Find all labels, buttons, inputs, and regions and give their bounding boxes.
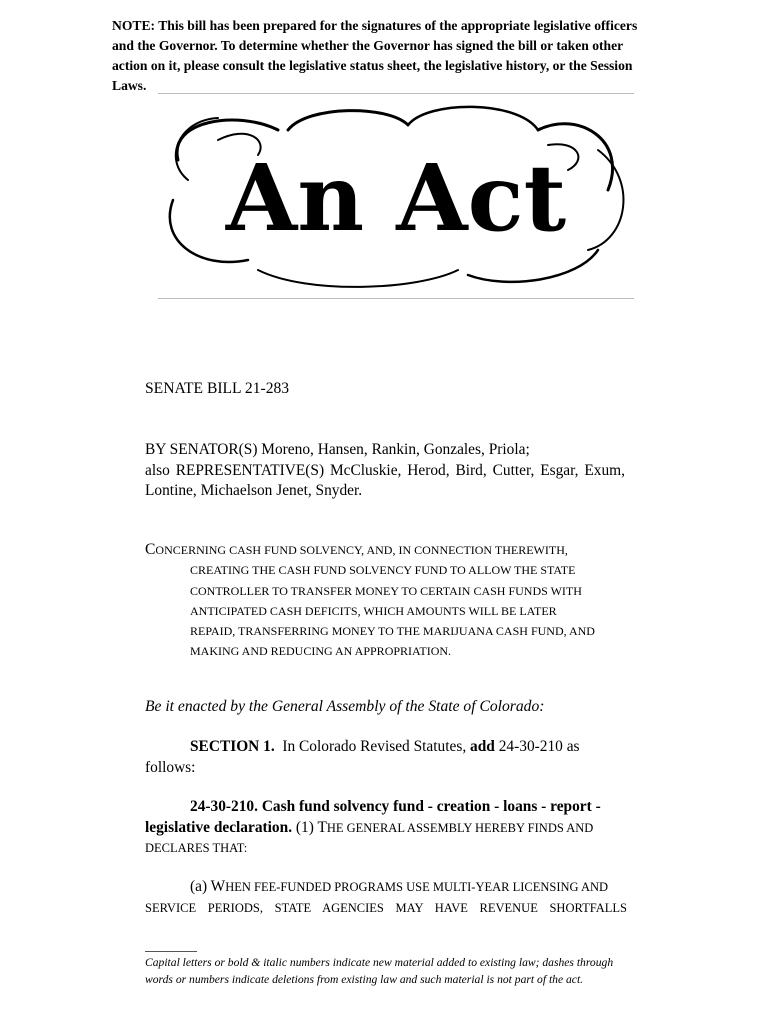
- section-1-text-a: In Colorado Revised Statutes,: [282, 738, 467, 755]
- concerning-line-1: [145, 540, 627, 560]
- paragraph-a-text-1: HEN FEE-FUNDED PROGRAMS USE MULTI-YEAR LICENSING AND: [225, 880, 609, 894]
- statute-heading: 24-30-210. Cash fund solvency fund - creation - loans - report -: [190, 798, 601, 815]
- paragraph-a-label: (a): [190, 878, 208, 895]
- concerning-line-1-text: ONCERNING CASH FUND SOLVENCY, AND, IN CONNECTION THEREWITH,: [155, 543, 568, 557]
- bottom-rule: [158, 298, 634, 299]
- sponsors-line-2: also REPRESENTATIVE(S) McCluskie, Herod, Bird, Cutter, Esgar, Exum,: [145, 461, 625, 479]
- section-1-line-2: follows:: [145, 758, 196, 776]
- paragraph-a-cap: W: [210, 878, 226, 895]
- paragraph-a: [145, 877, 627, 918]
- an-act-seal: [158, 100, 634, 295]
- statute-heading-2: legislative declaration.: [145, 818, 293, 836]
- statute-text-1: HE GENERAL ASSEMBLY HEREBY FINDS AND: [326, 820, 594, 835]
- concerning-drop-cap: C: [145, 541, 156, 558]
- concerning-line-4: ANTICIPATED CASH DEFICITS, WHICH AMOUNTS WILL BE LATER: [190, 603, 557, 618]
- statute-sub-1: (1): [295, 818, 314, 836]
- footnote-rule: [145, 951, 197, 952]
- section-1-line-1: [145, 737, 627, 758]
- section-1-add: add: [470, 738, 495, 755]
- seal-lettering: An Act: [225, 144, 567, 252]
- sponsors-line-3: Lontine, Michaelson Jenet, Snyder.: [145, 482, 363, 499]
- paragraph-a-line-2: SERVICE PERIODS, STATE AGENCIES MAY HAVE REVENUE SHORTFALLS: [145, 900, 627, 915]
- paragraph-a-line-1: [145, 877, 627, 898]
- top-rule: [158, 93, 634, 94]
- section-1-text-b: 24-30-210 as: [498, 738, 580, 755]
- statute-24-30-210: [145, 797, 627, 859]
- concerning-line-3: CONTROLLER TO TRANSFER MONEY TO CERTAIN CASH FUNDS WITH: [190, 583, 582, 598]
- sponsors-line-1: BY SENATOR(S) Moreno, Hansen, Rankin, Gonzales, Priola;: [145, 441, 530, 458]
- bill-number: SENATE BILL 21-283: [145, 380, 290, 397]
- concerning-line-2: CREATING THE CASH FUND SOLVENCY FUND TO ALLOW THE STATE: [190, 563, 576, 578]
- concerning-line-6: MAKING AND REDUCING AN APPROPRIATION.: [190, 644, 452, 659]
- concerning-clause: [145, 540, 627, 662]
- section-1-label: SECTION 1.: [190, 738, 275, 755]
- statute-line-3: DECLARES THAT:: [145, 841, 248, 855]
- footnote: Capital letters or bold & italic numbers indicate new material added to existing law; dashes through words or numbers indicate deletions from existing law and such material is not part of the act.: [145, 956, 614, 986]
- sponsors: [145, 440, 625, 502]
- statute-cap-1: T: [317, 818, 327, 836]
- statute-line-2: [145, 818, 627, 839]
- header-note: NOTE: This bill has been prepared for the signatures of the appropriate legislative officers and the Governor. To determine whether the Governor has signed the bill or taken other action on it, please consult the legislative status sheet, the legislative history, or the Session Laws.: [112, 18, 638, 93]
- enacting-clause: Be it enacted by the General Assembly of the State of Colorado:: [145, 698, 545, 715]
- concerning-line-5: REPAID, TRANSFERRING MONEY TO THE MARIJUANA CASH FUND, AND: [190, 624, 595, 639]
- section-1: [145, 737, 627, 778]
